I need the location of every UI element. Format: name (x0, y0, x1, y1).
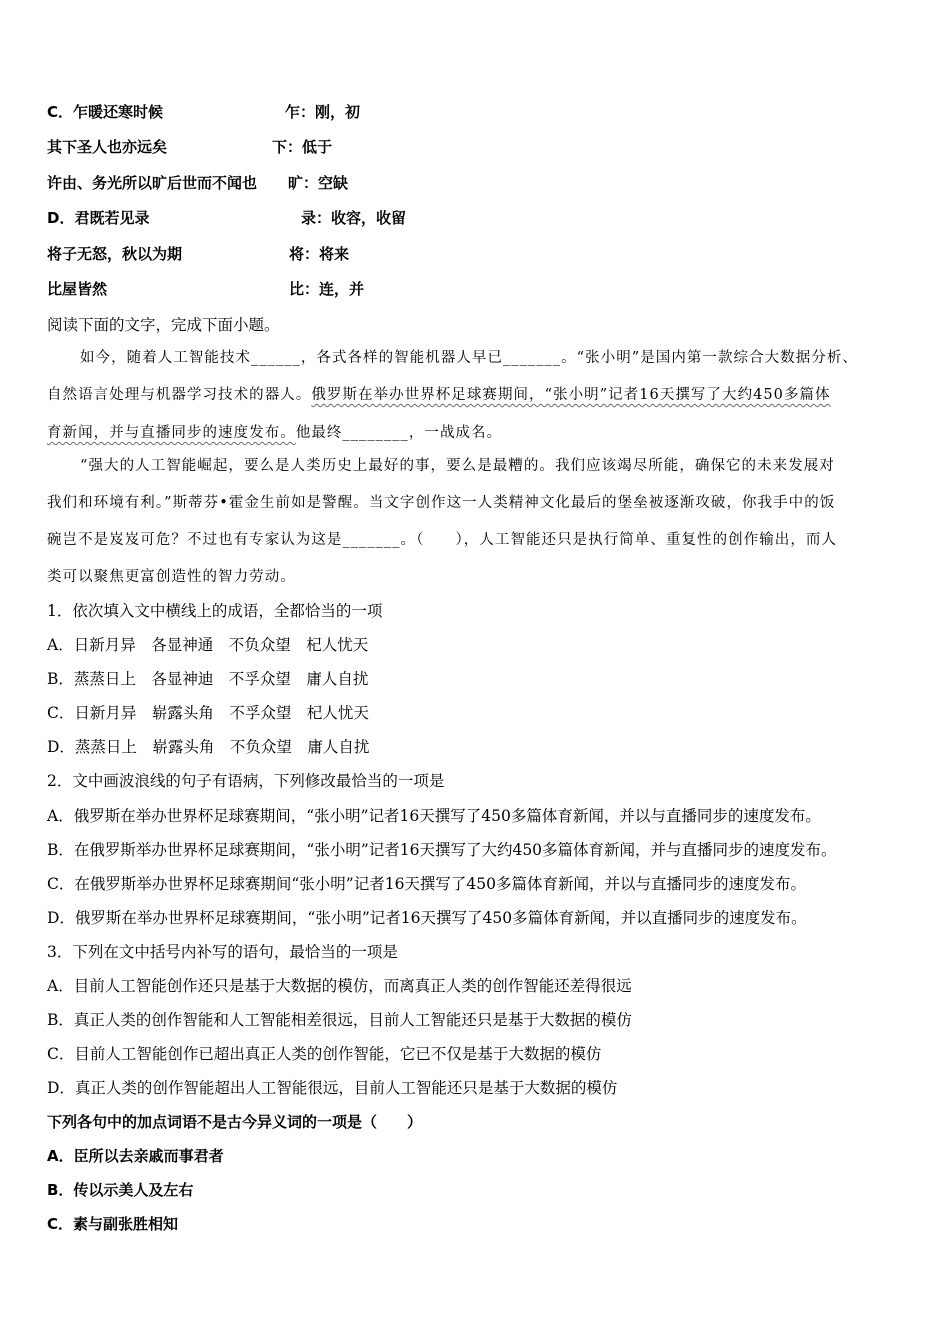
answer-option[interactable]: C．目前人工智能创作已超出真正人类的创作智能，它已不仅是基于大数据的模仿 (47, 1045, 602, 1063)
vocab-phrase: D．君既若见录 (47, 209, 150, 227)
question-stem: 下列各句中的加点词语不是古今异义词的一项是（ ） (47, 1113, 423, 1131)
vocab-row (47, 244, 350, 264)
vocab-phrase: 比屋皆然 (47, 280, 108, 298)
passage-line: 我们和环境有利。”斯蒂芬•霍金生前如是警醒。当文字创作这一人类精神文化最后的堡垒被逐渐攻破，你我手中的饭 (47, 495, 836, 511)
vocab-row (47, 102, 361, 122)
answer-option[interactable]: C．日新月异 崭露头角 不孚众望 杞人忧天 (47, 704, 369, 722)
passage-text: 他最终________，一战成名。 (295, 425, 503, 441)
passage-line: 如今，随着人工智能技术______，各式各样的智能机器人早已_______。“张小明”是国内第一款综合大数据分析、 (80, 350, 858, 366)
answer-option[interactable]: A．日新月异 各显神通 不负众望 杞人忧天 (47, 636, 369, 654)
answer-option[interactable]: D．蒸蒸日上 崭露头角 不负众望 庸人自扰 (47, 738, 370, 756)
vocab-gloss: 录：收容，收留 (301, 209, 407, 227)
question-stem: 3．下列在文中括号内补写的语句，最恰当的一项是 (47, 943, 398, 961)
wavy-underlined-sentence: 俄罗斯在举办世界杯足球赛期间，“张小明”记者16天撰写了大约450多篇体 (311, 387, 831, 403)
passage-line (47, 385, 831, 405)
passage-line (47, 423, 502, 443)
vocab-gloss: 下：低于 (272, 138, 333, 156)
vocab-row (47, 279, 365, 299)
answer-option[interactable]: C．素与副张胜相知 (47, 1215, 179, 1233)
passage-line: “强大的人工智能崛起，要么是人类历史上最好的事，要么是最糟的。我们应该竭尽所能，确保它的未来发展对 (80, 458, 835, 474)
answer-option[interactable]: B．传以示美人及左右 (47, 1181, 194, 1199)
reading-instruction: 阅读下面的文字，完成下面小题。 (47, 316, 280, 334)
vocab-gloss: 将：将来 (289, 245, 350, 263)
answer-option[interactable]: A．俄罗斯在举办世界杯足球赛期间，“张小明”记者16天撰写了450多篇体育新闻，并以与直播同步的速度发布。 (47, 807, 821, 825)
vocab-gloss: 比：连，并 (289, 280, 365, 298)
wavy-underlined-sentence: 育新闻，并与直播同步的速度发布。 (47, 425, 296, 441)
vocab-row (47, 208, 407, 228)
vocab-phrase: 将子无怒，秋以为期 (47, 245, 183, 263)
passage-line: 类可以聚焦更富创造性的智力劳动。 (47, 569, 296, 585)
vocab-gloss: 乍：刚，初 (285, 103, 361, 121)
vocab-gloss: 旷：空缺 (288, 174, 349, 192)
passage-line: 碗岂不是岌岌可危？不过也有专家认为这是_______。（ ），人工智能还只是执行简单、重复性的创作输出，而人 (47, 532, 837, 548)
answer-option[interactable]: B．真正人类的创作智能和人工智能相差很远，目前人工智能还只是基于大数据的模仿 (47, 1011, 632, 1029)
answer-option[interactable]: C．在俄罗斯举办世界杯足球赛期间“张小明”记者16天撰写了450多篇体育新闻，并以与直播同步的速度发布。 (47, 875, 807, 893)
answer-option[interactable]: D．俄罗斯在举办世界杯足球赛期间，“张小明”记者16天撰写了450多篇体育新闻，并以直播同步的速度发布。 (47, 909, 807, 927)
answer-option[interactable]: A．臣所以去亲戚而事君者 (47, 1147, 224, 1165)
answer-option[interactable]: A．目前人工智能创作还只是基于大数据的模仿，而离真正人类的创作智能还差得很远 (47, 977, 632, 995)
question-stem: 1．依次填入文中横线上的成语，全都恰当的一项 (47, 602, 383, 620)
question-stem: 2．文中画波浪线的句子有语病，下列修改最恰当的一项是 (47, 772, 445, 790)
answer-option[interactable]: B．蒸蒸日上 各显神迪 不孚众望 庸人自扰 (47, 670, 369, 688)
vocab-phrase: 许由、务光所以旷后世而不闻也 (47, 174, 258, 192)
passage-text: 自然语言处理与机器学习技术的器人。 (47, 387, 312, 403)
answer-option[interactable]: D．真正人类的创作智能超出人工智能很远，目前人工智能还只是基于大数据的模仿 (47, 1079, 618, 1097)
vocab-row (47, 137, 333, 157)
answer-option[interactable]: B．在俄罗斯举办世界杯足球赛期间，“张小明”记者16天撰写了大约450多篇体育新闻，并与直播同步的速度发布。 (47, 841, 837, 859)
vocab-phrase: 其下圣人也亦远矣 (47, 138, 168, 156)
vocab-phrase: C．乍暖还寒时候 (47, 103, 164, 121)
vocab-row (47, 173, 349, 193)
